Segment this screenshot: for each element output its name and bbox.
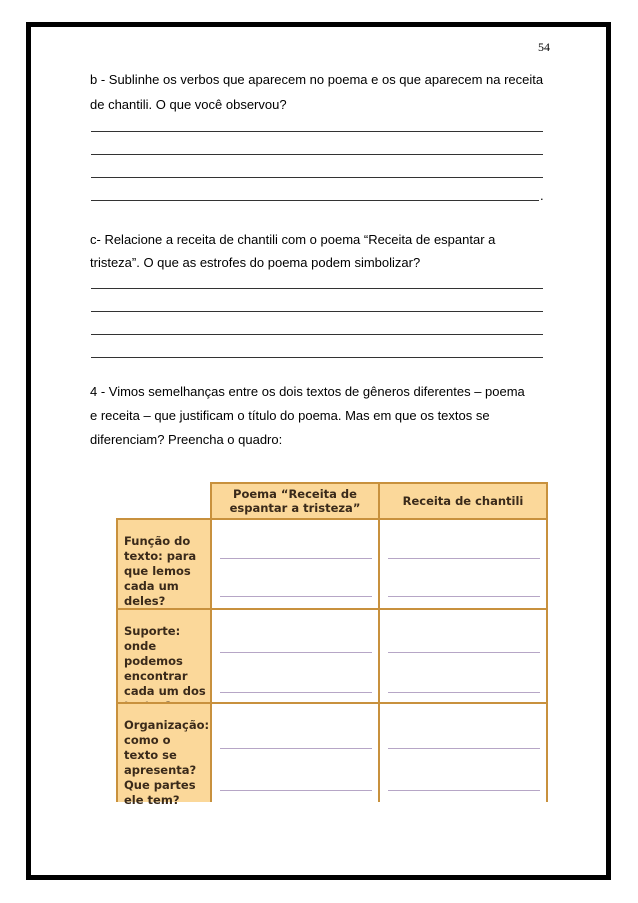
row-label-organization: Organização: como o texto se apresenta? Que partes ele tem?: [116, 702, 212, 802]
page-number: 54: [538, 40, 550, 54]
question-c-line-1: c- Relacione a receita de chantili com o poema “Receita de espantar a: [90, 232, 496, 247]
question-4-line-1: 4 - Vimos semelhanças entre os dois textos de gêneros diferentes – poema: [90, 384, 525, 399]
answer-line[interactable]: [91, 154, 543, 155]
answer-line[interactable]: [91, 288, 543, 289]
column-header-poem: Poema “Receita de espantar a tristeza”: [210, 482, 380, 520]
answer-line[interactable]: [91, 131, 543, 132]
answer-line[interactable]: [91, 311, 543, 312]
row-label-support: Suporte: onde podemos encontrar cada um dos: [116, 608, 212, 704]
answer-line[interactable]: [91, 334, 543, 335]
answer-line[interactable]: [91, 177, 543, 178]
answer-line[interactable]: [91, 200, 539, 201]
question-c-line-2: tristeza”. O que as estrofes do poema podem simbolizar?: [90, 255, 421, 270]
table-cell[interactable]: [378, 518, 548, 610]
row-label-function: Função do texto: para que lemos cada um deles?: [116, 518, 212, 610]
question-4-line-2: e receita – que justificam o título do poema. Mas em que os textos se: [90, 408, 490, 423]
table-cell[interactable]: [210, 608, 380, 704]
question-b-line-1: b - Sublinhe os verbos que aparecem no poema e os que aparecem na receita: [90, 72, 544, 87]
table-cell[interactable]: [378, 608, 548, 704]
question-b-line-2: de chantili. O que você observou?: [90, 97, 287, 112]
table-cell[interactable]: [210, 518, 380, 610]
table-cell[interactable]: [210, 702, 380, 802]
table-cell[interactable]: [378, 702, 548, 802]
end-mark: .: [540, 188, 544, 203]
comparison-table: [116, 482, 548, 807]
answer-line[interactable]: [91, 357, 543, 358]
question-4-line-3: diferenciam? Preencha o quadro:: [90, 432, 283, 447]
column-header-recipe: Receita de chantili: [378, 482, 548, 520]
